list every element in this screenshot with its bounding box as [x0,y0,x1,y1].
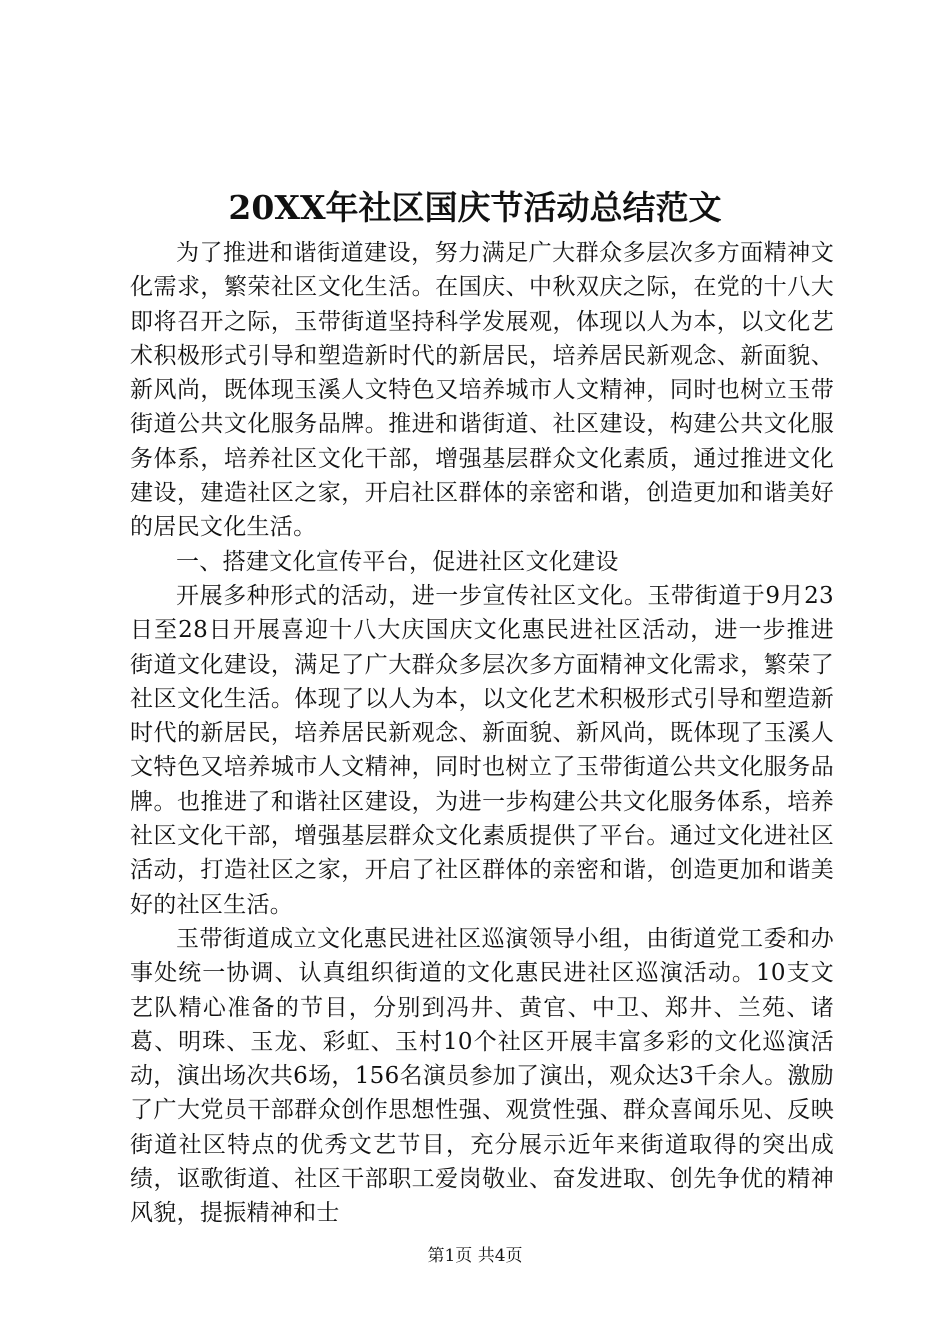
paragraph-activities: 开展多种形式的活动，进一步宣传社区文化。玉带街道于9月23日至28日开展喜迎十八大庆国庆文化惠民进社区活动，进一步推进街道文化建设，满足了广大群众多层次多方面精神文化需求，繁荣了社区文化生活。体现了以人为本，以文化艺术积极形式引导和塑造新时代的新居民，培养居民新观念、新面貌、新风尚，既体现了玉溪人文特色又培养城市人文精神，同时也树立了玉带街道公共文化服务品牌。也推进了和谐社区建设，为进一步构建公共文化服务体系，培养社区文化干部，增强基层群众文化素质提供了平台。通过文化进社区活动，打造社区之家，开启了社区群体的亲密和谐，创造更加和谐美好的社区生活。 [130,582,834,918]
document-title: 20XX年社区国庆节活动总结范文 [228,188,722,227]
page-number-footer: 第1页 共4页 [427,1246,523,1266]
paragraph-intro: 为了推进和谐街道建设，努力满足广大群众多层次多方面精神文化需求，繁荣社区文化生活。在国庆、中秋双庆之际，在党的十八大即将召开之际，玉带街道坚持科学发展观，体现以人为本，以文化艺术积极形式引导和塑造新时代的新居民，培养居民新观念、新面貌、新风尚，既体现玉溪人文特色又培养城市人文精神，同时也树立玉带街道公共文化服务品牌。推进和谐街道、社区建设，构建公共文化服务体系，培养社区文化干部，增强基层群众文化素质，通过推进文化建设，建造社区之家，开启社区群体的亲密和谐，创造更加和谐美好的居民文化生活。 [130,240,834,541]
section-heading-1: 一、搭建文化宣传平台，促进社区文化建设 [176,548,619,575]
document-body [130,236,834,1231]
paragraph-tour: 玉带街道成立文化惠民进社区巡演领导小组，由街道党工委和办事处统一协调、认真组织街道的文化惠民进社区巡演活动。10支文艺队精心准备的节目，分别到冯井、黄官、中卫、郑井、兰苑、诸葛、明珠、玉龙、彩虹、玉村10个社区开展丰富多彩的文化巡演活动，演出场次共6场，156名演员参加了演出，观众达3千余人。激励了广大党员干部群众创作思想性强、观赏性强、群众喜闻乐见、反映街道社区特点的优秀文艺节目，充分展示近年来街道取得的突出成绩，讴歌街道、社区干部职工爱岗敬业、奋发进取、创先争优的精神风貌，提振精神和士 [130,925,834,1227]
